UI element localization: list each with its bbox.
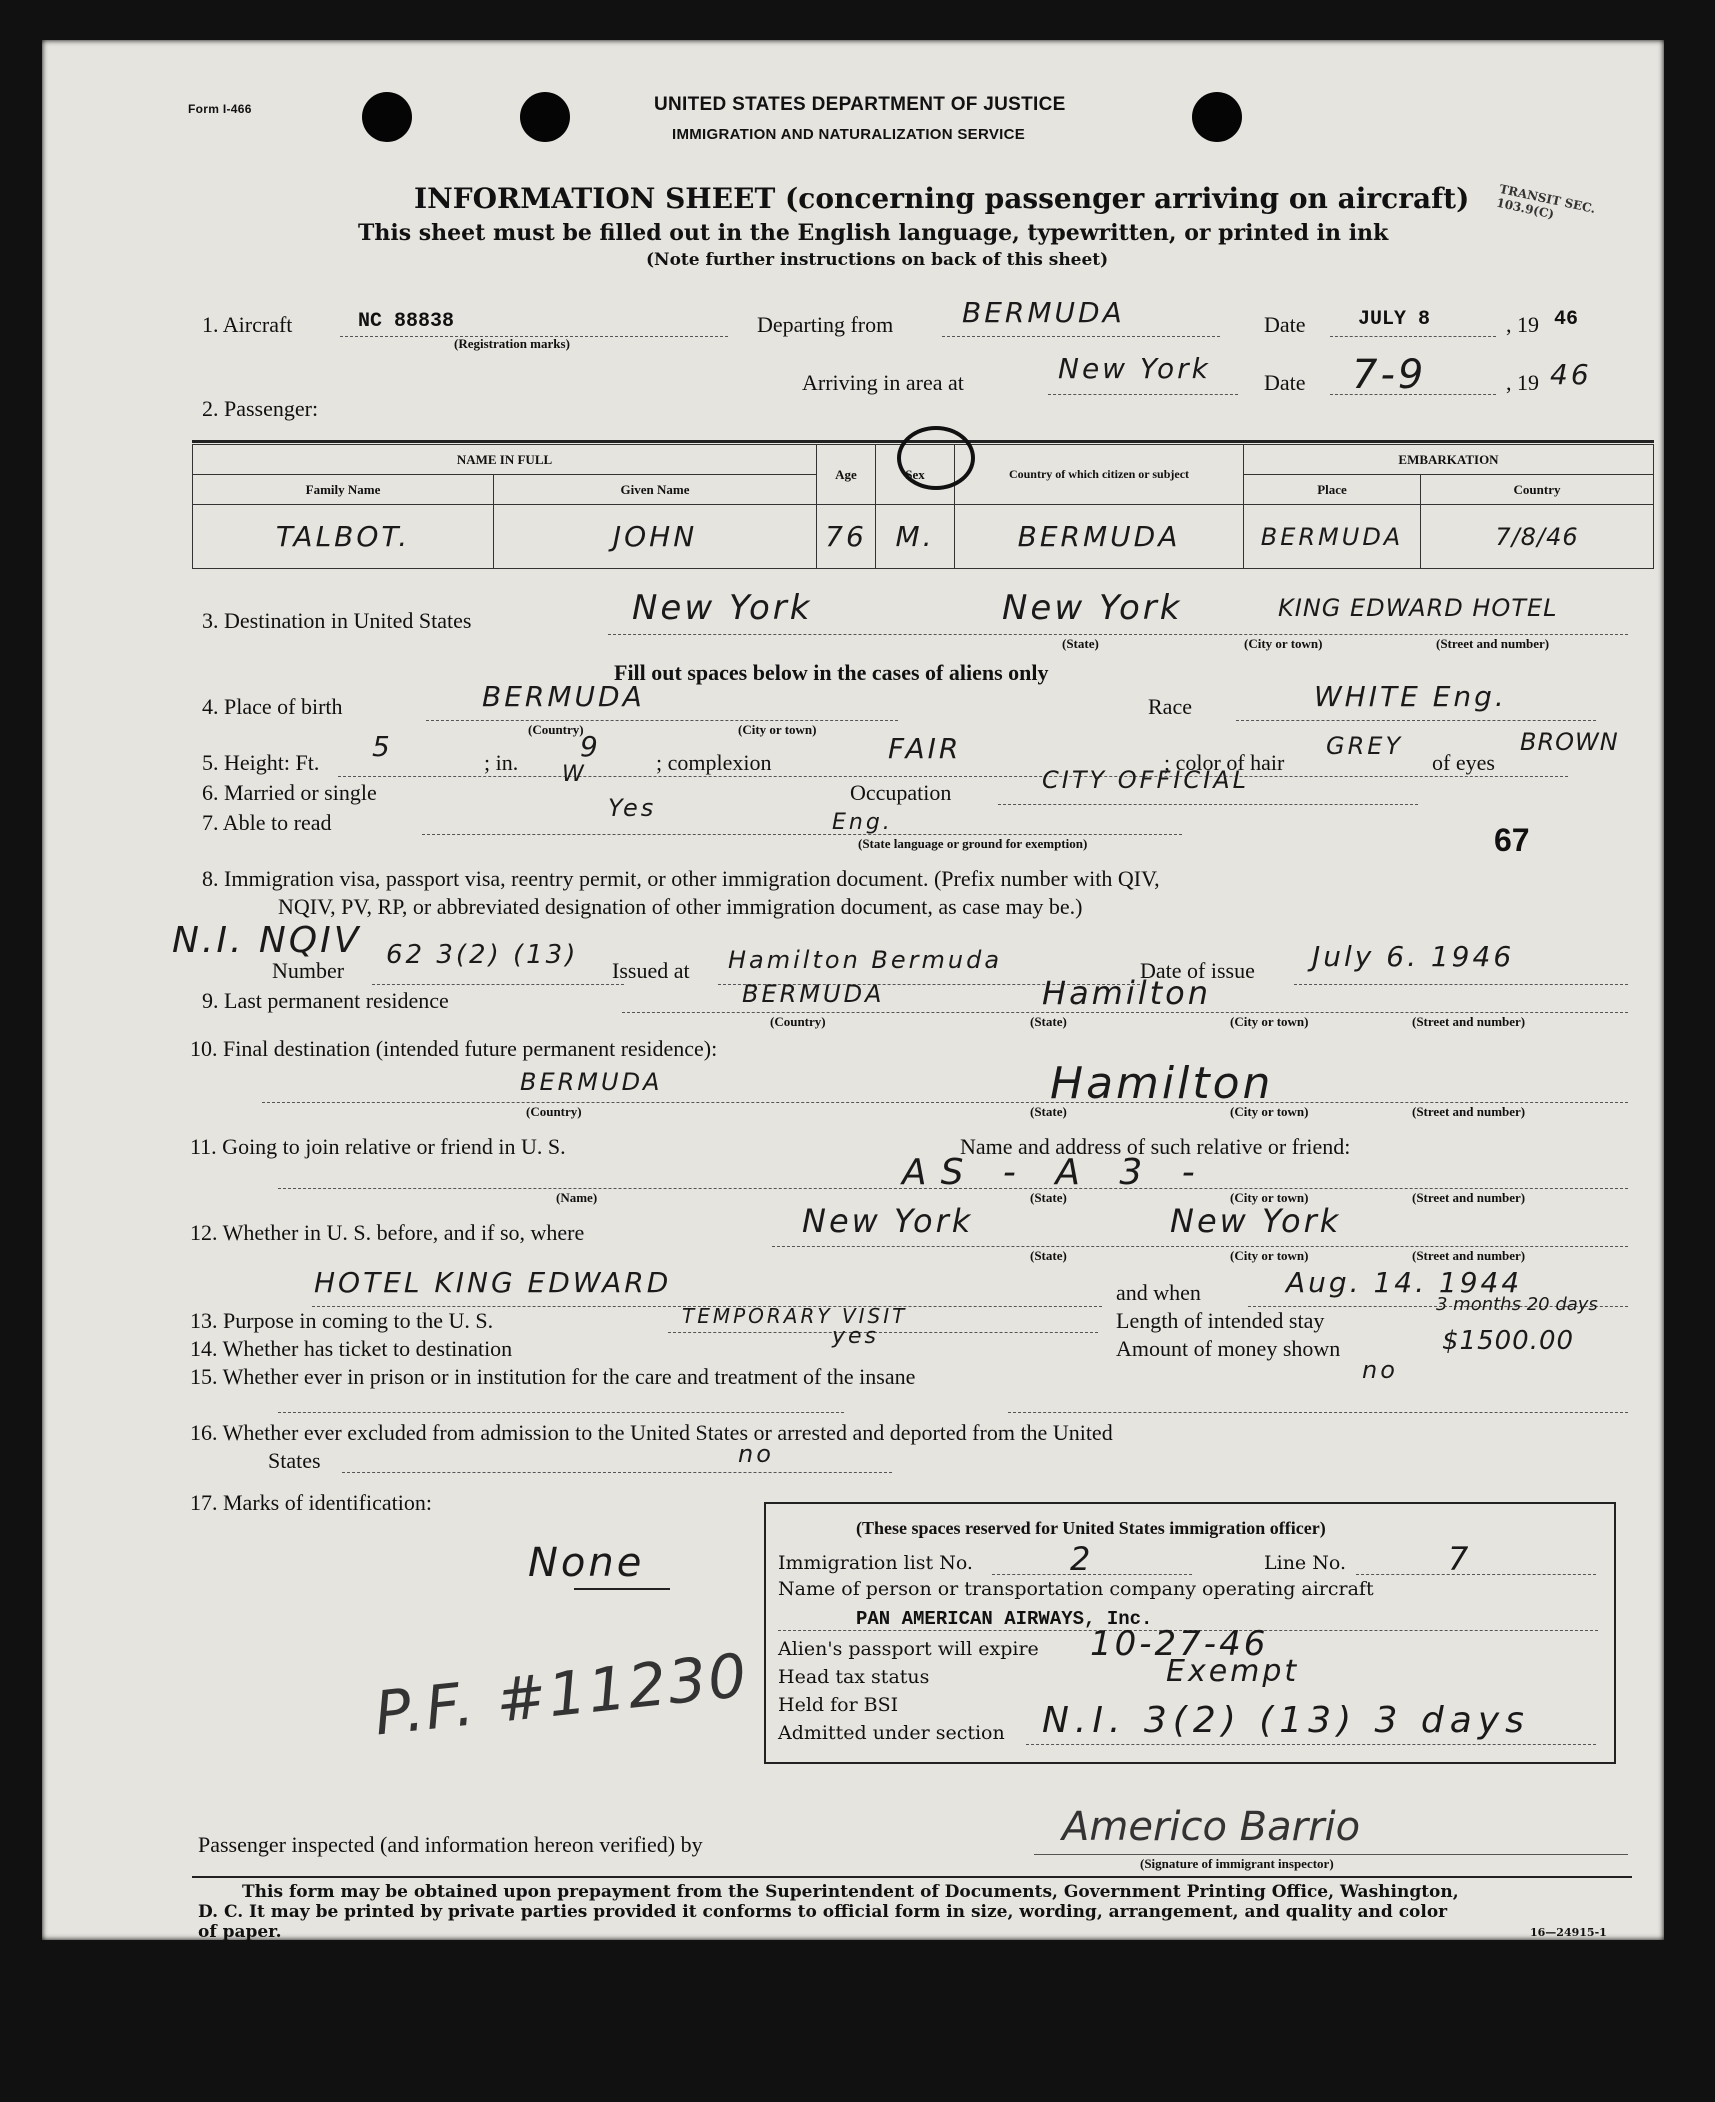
embark-place-value: BERMUDA <box>1244 505 1421 569</box>
country-caption: (Country) <box>528 722 584 737</box>
street-caption: (Street and number) <box>1436 636 1550 651</box>
stay-value: 3 months 20 days <box>1436 1294 1598 1315</box>
read-value: Yes <box>608 794 657 822</box>
join-relative-label: 11. Going to join relative or friend in U. S. <box>190 1134 566 1159</box>
list-no-label: Immigration list No. <box>778 1552 973 1574</box>
birthplace-country: BERMUDA <box>482 680 645 713</box>
bsi-label: Held for BSI <box>778 1694 899 1716</box>
stay-label: Length of intended stay <box>1116 1308 1325 1333</box>
embark-date-value: 7/8/46 <box>1421 505 1654 569</box>
issued-at-label: Issued at <box>612 958 690 983</box>
height-ft: 5 <box>372 730 393 763</box>
embarkation-header: EMBARKATION <box>1244 445 1654 475</box>
department-title: UNITED STATES DEPARTMENT OF JUSTICE <box>654 94 1066 115</box>
page-title: INFORMATION SHEET (concerning passenger arriving on aircraft) <box>414 182 1470 215</box>
date-label: Date <box>1264 312 1306 337</box>
service-title: IMMIGRATION AND NATURALIZATION SERVICE <box>672 126 1026 143</box>
name-caption: (Name) <box>556 1190 598 1205</box>
height-in: 9 <box>580 730 601 763</box>
aliens-heading: Fill out spaces below in the cases of aliens only <box>614 660 1049 685</box>
officer-section <box>764 1502 1616 1764</box>
height-label: 5. Height: Ft. <box>202 750 320 775</box>
line-no-label: Line No. <box>1264 1552 1346 1574</box>
officer-heading: (These spaces reserved for United States immigration officer) <box>856 1518 1326 1538</box>
transit-stamp: TRANSIT SEC. 103.9(C) <box>1495 181 1597 222</box>
place-header: Place <box>1244 475 1421 505</box>
inspected-label: Passenger inspected (and information hereon verified) by <box>198 1832 703 1857</box>
state-caption-10: (State) <box>1030 1104 1067 1119</box>
final-destination-label: 10. Final destination (intended future permanent residence): <box>190 1036 718 1061</box>
citizen-country-header: Country of which citizen or subject <box>955 445 1244 505</box>
age-note: 67 <box>1494 822 1530 858</box>
document-prefix: N.I. NQIV <box>172 920 362 961</box>
given-name-header: Given Name <box>494 475 817 505</box>
line-no-value: 7 <box>1448 1540 1472 1578</box>
hair-value: GREY <box>1326 732 1404 760</box>
arriving-label: Arriving in area at <box>802 370 964 395</box>
list-no-value: 2 <box>1070 1540 1094 1578</box>
instruction-note: (Note further instructions on back of this sheet) <box>646 250 1109 270</box>
citizen-value: BERMUDA <box>955 505 1244 569</box>
marital-label: 6. Married or single <box>202 780 377 805</box>
residence-country: BERMUDA <box>742 980 885 1008</box>
arrival-date: 7-9 <box>1352 352 1427 398</box>
identification-value: None <box>528 1540 645 1586</box>
footer-line-2: D. C. It may be printed by private parties provided it conforms to official form in size, wording, arrangement, and quality and color <box>198 1902 1448 1922</box>
footer-line-1: This form may be obtained upon prepayment from the Superintendent of Documents, Government Printing Office, Washington, <box>242 1882 1459 1902</box>
aircraft-value: NC 88838 <box>358 310 455 333</box>
family-name-value: TALBOT. <box>193 505 494 569</box>
city-caption-2: (City or town) <box>738 722 817 737</box>
underline-mark <box>574 1588 670 1590</box>
footer-line-3: of paper. <box>198 1922 282 1942</box>
form-number: Form I-466 <box>188 102 252 116</box>
head-tax-label: Head tax status <box>778 1666 930 1688</box>
punch-hole <box>362 92 412 142</box>
departure-date: JULY 8 <box>1358 308 1431 331</box>
city-caption-11: (City or town) <box>1230 1190 1309 1205</box>
section-label: Admitted under section <box>778 1722 1005 1744</box>
city-caption-10: (City or town) <box>1230 1104 1309 1119</box>
final-destination-state: Hamilton <box>1050 1058 1274 1109</box>
purpose-value: TEMPORARY VISIT <box>682 1304 908 1328</box>
complexion-label: ; complexion <box>656 750 772 775</box>
race-label: Race <box>1148 694 1192 719</box>
eyes-label: of eyes <box>1432 750 1495 775</box>
instruction-line: This sheet must be filled out in the English language, typewritten, or printed in ink <box>358 220 1389 246</box>
previous-visit-place: HOTEL KING EDWARD <box>314 1266 672 1299</box>
document-label-2: NQIV, PV, RP, or abbreviated designation of other immigration document, as case may be.) <box>278 894 1083 919</box>
relative-value: AS - A 3 - <box>902 1152 1209 1193</box>
complexion-value: FAIR <box>888 732 962 765</box>
circle-mark <box>897 426 975 490</box>
pf-number: P.F. #11230 <box>371 1640 752 1750</box>
document-number: 62 3(2) (13) <box>386 940 579 970</box>
registration-caption: (Registration marks) <box>454 336 570 351</box>
number-label: Number <box>272 958 345 983</box>
inch-label: ; in. <box>484 750 519 775</box>
purpose-label: 13. Purpose in coming to the U. S. <box>190 1308 494 1333</box>
punch-hole <box>1192 92 1242 142</box>
read-label: 7. Able to read <box>202 810 332 835</box>
year-prefix: , 19 <box>1506 312 1539 337</box>
birthplace-label: 4. Place of birth <box>202 694 343 719</box>
head-tax-value: Exempt <box>1166 1654 1300 1689</box>
document-label-1: 8. Immigration visa, passport visa, reentry permit, or other immigration document. (Prefix number with QIV, <box>202 866 1160 891</box>
company-value: PAN AMERICAN AIRWAYS, Inc. <box>856 1608 1153 1630</box>
country-header: Country <box>1421 475 1654 505</box>
age-header: Age <box>817 445 876 505</box>
previous-visit-city: New York <box>1170 1202 1342 1240</box>
form-sheet <box>42 40 1664 1940</box>
state-caption: (State) <box>1062 636 1099 651</box>
destination-city: New York <box>1002 588 1183 628</box>
company-label: Name of person or transportation company operating aircraft <box>778 1578 1374 1600</box>
prison-value: no <box>1362 1356 1398 1384</box>
inspector-signature: Americo Barrio <box>1062 1804 1361 1850</box>
arrival-date-label: Date <box>1264 370 1306 395</box>
arriving-value: New York <box>1058 352 1211 385</box>
name-in-full-header: NAME IN FULL <box>193 445 817 475</box>
destination-state: New York <box>632 588 813 628</box>
year-prefix-2: , 19 <box>1506 370 1539 395</box>
occupation-label: Occupation <box>850 780 952 805</box>
money-label: Amount of money shown <box>1116 1336 1341 1361</box>
departure-year: 46 <box>1554 308 1579 331</box>
prison-label: 15. Whether ever in prison or in institution for the care and treatment of the insane <box>190 1364 916 1389</box>
passenger-label: 2. Passenger: <box>202 396 319 421</box>
passport-expire-value: 10-27-46 <box>1090 1624 1269 1664</box>
language-caption: (State language or ground for exemption) <box>858 836 1088 851</box>
age-value: 76 <box>817 505 876 569</box>
identification-label: 17. Marks of identification: <box>190 1490 432 1515</box>
departing-value: BERMUDA <box>962 296 1125 329</box>
street-caption-12: (Street and number) <box>1412 1248 1526 1263</box>
street-caption-9: (Street and number) <box>1412 1014 1526 1029</box>
given-name-value: JOHN <box>494 505 817 569</box>
ticket-value: yes <box>832 1324 880 1349</box>
issued-at-value: Hamilton Bermuda <box>728 946 1003 974</box>
state-caption-9: (State) <box>1030 1014 1067 1029</box>
previous-visit-state: New York <box>802 1202 974 1240</box>
occupation-value: CITY OFFICIAL <box>1042 766 1249 794</box>
previous-visit-when: Aug. 14. 1944 <box>1286 1266 1523 1299</box>
state-caption-11: (State) <box>1030 1190 1067 1205</box>
country-caption-10: (Country) <box>526 1104 582 1119</box>
passport-expire-label: Alien's passport will expire <box>778 1638 1039 1660</box>
arrival-year: 46 <box>1550 358 1592 391</box>
punch-hole <box>520 92 570 142</box>
when-label: and when <box>1116 1280 1201 1305</box>
excluded-value: no <box>738 1440 774 1468</box>
departing-label: Departing from <box>757 312 894 337</box>
excluded-label-2: States <box>268 1448 321 1473</box>
issue-date-value: July 6. 1946 <box>1312 940 1515 973</box>
relative-address-label: Name and address of such relative or friend: <box>960 1134 1351 1159</box>
ticket-label: 14. Whether has ticket to destination <box>190 1336 513 1361</box>
previous-visit-label: 12. Whether in U. S. before, and if so, where <box>190 1220 585 1245</box>
money-value: $1500.00 <box>1442 1326 1575 1356</box>
destination-street: KING EDWARD HOTEL <box>1278 594 1558 622</box>
issue-date-label: Date of issue <box>1140 958 1255 983</box>
country-caption-9: (Country) <box>770 1014 826 1029</box>
city-caption-12: (City or town) <box>1230 1248 1309 1263</box>
destination-label: 3. Destination in United States <box>202 608 472 633</box>
hair-label: ; color of hair <box>1164 750 1285 775</box>
city-caption: (City or town) <box>1244 636 1323 651</box>
aircraft-label: 1. Aircraft <box>202 312 293 337</box>
residence-label: 9. Last permanent residence <box>202 988 449 1013</box>
street-caption-11: (Street and number) <box>1412 1190 1526 1205</box>
street-caption-10: (Street and number) <box>1412 1104 1526 1119</box>
final-destination-country: BERMUDA <box>520 1068 663 1096</box>
sex-value: M. <box>876 505 955 569</box>
eyes-value: BROWN <box>1520 728 1619 756</box>
section-value: N.I. 3(2) (13) 3 days <box>1042 1700 1530 1741</box>
excluded-label-1: 16. Whether ever excluded from admission to the United States or arrested and deported from the United <box>190 1420 1113 1445</box>
family-name-header: Family Name <box>193 475 494 505</box>
state-caption-12: (State) <box>1030 1248 1067 1263</box>
race-value: WHITE Eng. <box>1314 680 1507 713</box>
marital-value: W <box>562 762 587 787</box>
footer-code: 16—24915-1 <box>1530 1926 1607 1939</box>
signature-caption: (Signature of immigrant inspector) <box>1140 1856 1334 1871</box>
sex-header: Sex <box>876 445 955 505</box>
read-language: Eng. <box>832 810 893 835</box>
residence-state: Hamilton <box>1042 974 1212 1012</box>
city-caption-9: (City or town) <box>1230 1014 1309 1029</box>
